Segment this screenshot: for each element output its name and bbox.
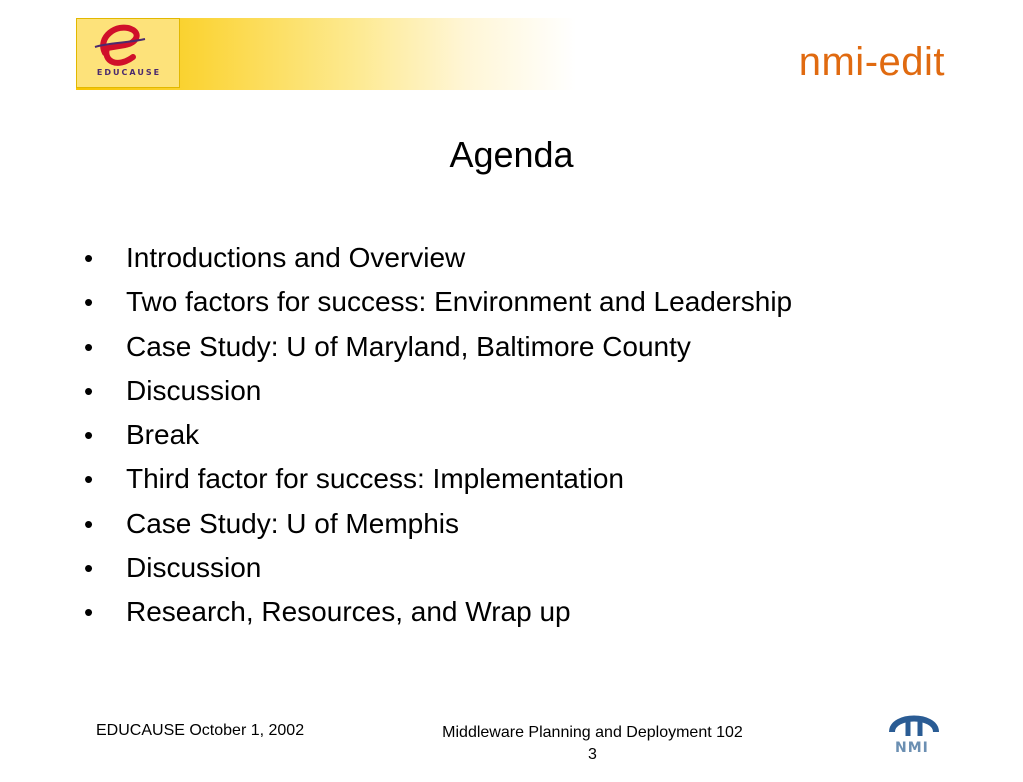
bullet: • bbox=[84, 287, 94, 318]
agenda-item-text: Discussion bbox=[126, 374, 262, 406]
footer-event-date: EDUCAUSE October 1, 2002 bbox=[96, 722, 305, 739]
bullet: • bbox=[84, 508, 94, 539]
list-item bbox=[84, 325, 792, 369]
list-item bbox=[84, 369, 792, 413]
bullet: • bbox=[84, 331, 94, 362]
agenda-item-text: Case Study: U of Maryland, Baltimore County bbox=[126, 330, 691, 362]
list-item bbox=[84, 502, 792, 546]
list-item bbox=[84, 546, 792, 590]
agenda-item-text: Research, Resources, and Wrap up bbox=[126, 596, 571, 628]
educause-wordmark: EDUCAUSE bbox=[96, 68, 162, 77]
footer-presentation-title bbox=[420, 722, 765, 766]
bullet: • bbox=[84, 375, 94, 406]
agenda-item-text: Third factor for success: Implementation bbox=[126, 463, 624, 495]
agenda-item-text: Introductions and Overview bbox=[126, 242, 466, 273]
slide-title: Agenda bbox=[449, 134, 574, 175]
agenda-list bbox=[84, 236, 792, 635]
list-item bbox=[84, 413, 792, 457]
nmi-logo-text: NMI bbox=[895, 740, 929, 756]
list-item bbox=[84, 590, 792, 634]
bullet: • bbox=[84, 420, 94, 451]
brand-title: nmi-edit bbox=[798, 40, 945, 84]
page-number: 3 bbox=[588, 746, 597, 763]
agenda-item-text: Case Study: U of Memphis bbox=[126, 507, 460, 539]
bullet: • bbox=[84, 553, 94, 584]
footer-title-text: Middleware Planning and Deployment 102 bbox=[442, 724, 743, 741]
bullet: • bbox=[84, 464, 94, 495]
bullet: • bbox=[84, 243, 94, 273]
agenda-item-text: Two factors for success: Environment and Leadership bbox=[126, 286, 793, 318]
list-item bbox=[84, 236, 792, 280]
list-item bbox=[84, 457, 792, 501]
agenda-item-text: Break bbox=[126, 419, 200, 451]
agenda-item-text: Discussion bbox=[126, 552, 262, 584]
list-item bbox=[84, 280, 792, 324]
bullet: • bbox=[84, 597, 94, 628]
educause-logo bbox=[76, 18, 180, 88]
